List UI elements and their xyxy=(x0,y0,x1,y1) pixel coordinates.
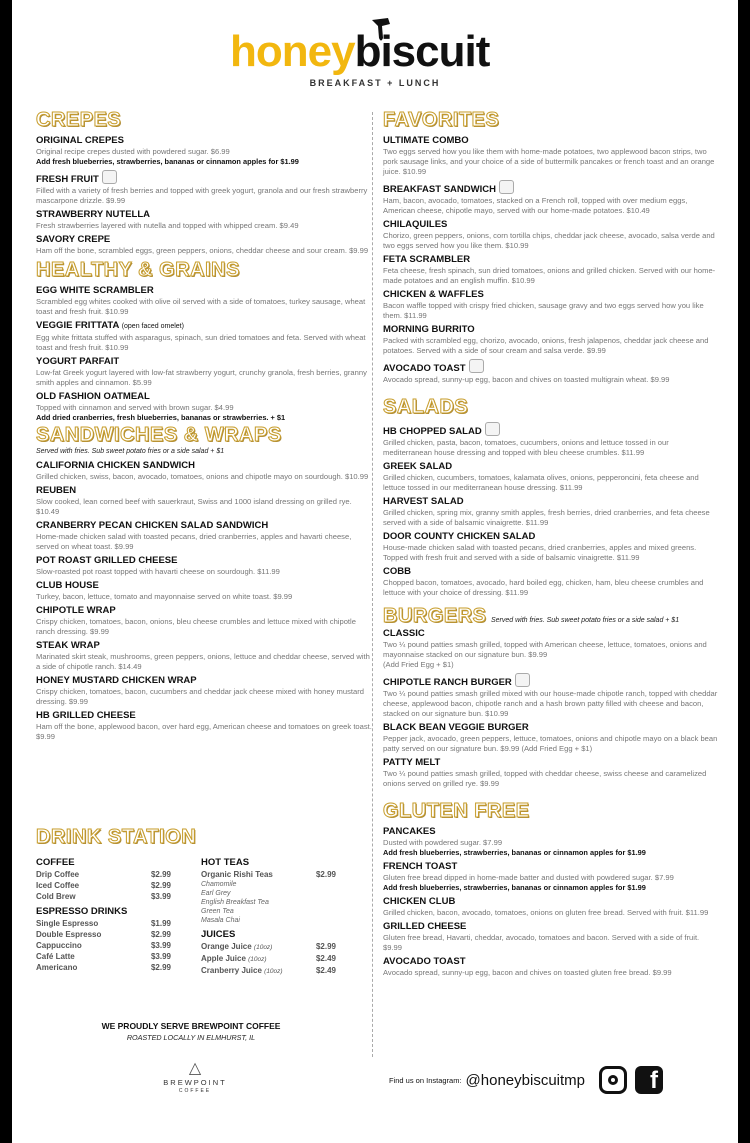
menu-item xyxy=(36,170,372,206)
menu-item xyxy=(383,896,719,918)
item-name: MORNING BURRITO xyxy=(383,324,475,335)
tea-flavor: Green Tea xyxy=(201,908,234,915)
drink-name: Iced Coffee xyxy=(36,881,80,890)
item-name xyxy=(383,359,719,375)
menu-item xyxy=(383,461,719,493)
menu-item xyxy=(383,673,719,719)
brewpoint-name: BREWPOINT xyxy=(163,1078,227,1087)
menu-item xyxy=(36,485,372,517)
drink-row xyxy=(36,880,201,891)
drink-price: $3.99 xyxy=(150,892,171,901)
drink-row xyxy=(36,891,201,902)
item-desc: Chorizo, green peppers, onions, corn tortilla chips, cheddar jack cheese, avocado, salsa verde and two eggs served how you like them. $10.99 xyxy=(383,231,715,250)
menu-item xyxy=(36,605,372,637)
crepes-list xyxy=(36,135,372,256)
item-note: (open faced omelet) xyxy=(121,323,184,330)
brewpoint-sub: COFFEE xyxy=(178,1088,212,1094)
drink-name: Single Espresso xyxy=(36,919,99,928)
item-name: COBB xyxy=(383,566,411,577)
drink-price: $3.99 xyxy=(150,941,171,950)
item-desc: Ham, bacon, avocado, tomatoes, stacked on a French roll, topped with over medium eggs, American cheese, chipotle mayo, served with our home-made potatoes. $10.49 xyxy=(383,196,688,215)
item-desc: Crispy chicken, tomatoes, bacon, onions, bleu cheese crumbles and lettuce mixed with chipotle ranch dressing. $9.99 xyxy=(36,617,356,636)
item-desc: Packed with scrambled egg, chorizo, avocado, onions, fresh jalapenos, cheddar jack cheese and potatoes. Served with a side of sour cream and salsa verde. $9.99 xyxy=(383,336,709,355)
item-name: CHICKEN CLUB xyxy=(383,896,456,907)
right-column xyxy=(383,108,719,978)
coffee-heading: COFFEE xyxy=(36,857,75,868)
item-name xyxy=(383,673,719,689)
menu-item xyxy=(36,580,372,602)
find-us-label: Find us on Instagram: xyxy=(389,1075,462,1085)
juice-size: (10oz) xyxy=(264,968,283,975)
item-name xyxy=(36,170,372,186)
drink-columns xyxy=(36,855,366,977)
drink-name: Americano xyxy=(36,963,78,972)
item-desc: Home-made chicken salad with toasted pecans, dried cranberries, apples and havarti cheese, served on wheat toast. $9.99 xyxy=(36,532,352,551)
item-add: Add fresh blueberries, strawberries, bananas or cinnamon apples for $1.99 xyxy=(383,848,646,857)
drink-price: $2.49 xyxy=(315,966,336,975)
item-name: DOOR COUNTY CHICKEN SALAD xyxy=(383,531,536,542)
drink-row xyxy=(201,965,366,977)
logo-wordmark xyxy=(230,27,490,76)
menu-item xyxy=(383,219,719,251)
menu-item xyxy=(36,135,372,167)
item-name-text: BREAKFAST SANDWICH xyxy=(383,184,496,195)
burgers-list xyxy=(383,628,719,789)
item-desc: Two eggs served how you like them with home-made potatoes, two applewood bacon strips, two pork sausage links, and your choice of a side of buttermilk pancakes or french toast and an orange juice. $10.99 xyxy=(383,147,715,176)
menu-item xyxy=(36,460,372,482)
item-desc: Crispy chicken, tomatoes, bacon, cucumbers and cheddar jack cheese mixed with honey mustard dressing. $9.99 xyxy=(36,687,364,706)
item-desc: House-made chicken salad with toasted pecans, dried cranberries, apples and mixed greens. Topped with fresh fruit and served with a side of balsamic vinaigrette. $11.99 xyxy=(383,543,697,562)
drink-name xyxy=(201,941,306,953)
menu-item xyxy=(383,722,719,754)
menu-item xyxy=(383,757,719,789)
item-name: PATTY MELT xyxy=(383,757,441,768)
menu-item xyxy=(383,956,719,978)
tea-flavor: Earl Grey xyxy=(201,890,231,897)
item-name-text: CHIPOTLE RANCH BURGER xyxy=(383,677,512,688)
drink-price: $2.99 xyxy=(150,881,171,890)
favorites-list xyxy=(383,135,719,385)
item-desc: Slow cooked, lean corned beef with sauerkraut, Swiss and 1000 island dressing on grilled rye. $10.49 xyxy=(36,497,352,516)
menu-page xyxy=(12,0,738,1143)
item-add: Add fresh blueberries, strawberries, bananas or cinnamon apples for $1.99 xyxy=(36,157,299,166)
juices-heading: JUICES xyxy=(201,929,236,940)
item-desc: Egg white frittata stuffed with asparagus, spinach, sun dried tomatoes and feta. Served with wheat toast and fresh fruit. $10.99 xyxy=(36,333,366,352)
menu-item xyxy=(383,826,719,858)
item-desc-extra: (Add Fried Egg + $1) xyxy=(383,660,454,669)
juice-name: Orange Juice xyxy=(201,942,252,951)
menu-item xyxy=(383,531,719,563)
item-desc: Gluten free bread dipped in home-made batter and dusted with powdered sugar. $7.99 xyxy=(383,873,674,882)
menu-item xyxy=(383,422,719,458)
item-desc: Chopped bacon, tomatoes, avocado, hard boiled egg, chicken, ham, bleu cheese crumbles and lettuce with your choice of dressing. $11.99 xyxy=(383,578,704,597)
tea-flavor: Masala Chai xyxy=(201,917,240,924)
item-desc: Avocado spread, sunny-up egg, bacon and chives on toasted gluten free bread. $9.99 xyxy=(383,968,672,977)
burgers-header xyxy=(383,604,719,628)
item-name: CHILAQUILES xyxy=(383,219,448,230)
logo xyxy=(230,16,530,94)
juice-name: Apple Juice xyxy=(201,954,246,963)
item-desc: Original recipe crepes dusted with powdered sugar. $6.99 xyxy=(36,147,230,156)
drink-row xyxy=(36,940,201,951)
menu-item xyxy=(36,640,372,672)
salads-list xyxy=(383,422,719,598)
drink-station-title: DRINK STATION xyxy=(36,826,197,848)
sandwiches-list xyxy=(36,460,372,742)
left-column xyxy=(36,108,372,742)
healthy-list xyxy=(36,285,372,423)
item-name: CALIFORNIA CHICKEN SANDWICH xyxy=(36,460,196,471)
serve-line: WE PROUDLY SERVE BREWPOINT COFFEE xyxy=(101,1021,281,1031)
burgers-note: Served with fries. Sub sweet potato fries or a side salad + $1 xyxy=(490,617,680,624)
menu-item xyxy=(383,921,719,953)
menu-item xyxy=(36,520,372,552)
drink-name: Double Espresso xyxy=(36,930,102,939)
menu-item xyxy=(36,710,372,742)
brewpoint-logo xyxy=(140,1060,250,1094)
facebook-icon[interactable]: f xyxy=(635,1066,663,1094)
item-desc: Two ¼ pound patties smash grilled mixed with our house-made chipotle ranch, topped with cheddar cheese, applewood bacon, chipotle ranch and a hash brown patty filled with cheese and bacon, stacked on our signature bun. $10.99 xyxy=(383,689,718,718)
menu-item xyxy=(36,356,372,388)
item-desc: Low-fat Greek yogurt layered with low-fat strawberry yogurt, crunchy granola, fresh berries, granny smith apples and cinnamon. $5.99 xyxy=(36,368,367,387)
menu-item xyxy=(383,861,719,893)
item-name: FETA SCRAMBLER xyxy=(383,254,471,265)
item-name: CRANBERRY PECAN CHICKEN SALAD SANDWICH xyxy=(36,520,269,531)
item-name: REUBEN xyxy=(36,485,77,496)
menu-item xyxy=(383,359,719,385)
drink-row xyxy=(36,951,201,962)
gluten-free-title: GLUTEN FREE xyxy=(383,800,530,822)
item-desc: Two ¼ pound patties smash grilled, topped with cheddar cheese, swiss cheese and caramelized onions served on grilled rye. $9.99 xyxy=(383,769,707,788)
menu-item xyxy=(383,135,719,177)
drink-price: $2.49 xyxy=(315,954,336,963)
item-name: POT ROAST GRILLED CHEESE xyxy=(36,555,178,566)
gluten-free-icon xyxy=(485,422,500,436)
drink-price: $2.99 xyxy=(315,870,336,879)
item-desc: Topped with cinnamon and served with brown sugar. $4.99 xyxy=(36,403,234,412)
drink-price: $3.99 xyxy=(150,952,171,961)
juice-size: (10oz) xyxy=(253,944,273,951)
instagram-icon[interactable] xyxy=(599,1066,627,1094)
item-desc: Grilled chicken, swiss, bacon, avocado, tomatoes, onions and chipotle mayo on sourdough. $10.99 xyxy=(36,472,369,481)
item-desc: Avocado spread, sunny-up egg, bacon and chives on toasted multigrain wheat. $9.99 xyxy=(383,375,670,384)
drink-name: Café Latte xyxy=(36,952,75,961)
menu-item xyxy=(36,209,372,231)
drink-price: $1.99 xyxy=(150,919,171,928)
item-name: STEAK WRAP xyxy=(36,640,100,651)
menu-item xyxy=(383,566,719,598)
sandwiches-title: SANDWICHES & WRAPS xyxy=(36,424,282,446)
healthy-title: HEALTHY & GRAINS xyxy=(36,259,240,281)
menu-item xyxy=(36,320,372,353)
drink-price: $2.99 xyxy=(315,942,336,951)
tea-flavor: English Breakfast Tea xyxy=(201,899,269,906)
item-desc: Feta cheese, fresh spinach, sun dried tomatoes, onions and grilled chicken. Served with our home-made potatoes and an english muffin. $10.99 xyxy=(383,266,716,285)
item-name: ULTIMATE COMBO xyxy=(383,135,469,146)
item-desc: Fresh strawberries layered with nutella and topped with whipped cream. $9.49 xyxy=(36,221,299,230)
espresso-heading: ESPRESSO DRINKS xyxy=(36,906,128,917)
drink-name: Cold Brew xyxy=(36,892,76,901)
item-name: BLACK BEAN VEGGIE BURGER xyxy=(383,722,529,733)
roasted-line: ROASTED LOCALLY IN ELMHURST, IL xyxy=(126,1033,256,1042)
item-name: ORIGINAL CREPES xyxy=(36,135,124,146)
salads-title: SALADS xyxy=(383,396,469,418)
juice-name: Cranberry Juice xyxy=(201,966,262,975)
drink-name xyxy=(201,953,306,965)
item-name: HB GRILLED CHEESE xyxy=(36,710,136,721)
item-name-text: VEGGIE FRITTATA xyxy=(36,320,120,331)
item-name: GREEK SALAD xyxy=(383,461,453,472)
item-name: GRILLED CHEESE xyxy=(383,921,467,932)
item-desc: Dusted with powdered sugar. $7.99 xyxy=(383,838,503,847)
item-desc: Scrambled egg whites cooked with olive oil served with a side of tomatoes, turkey sausage, wheat toast and fresh fruit. $10.99 xyxy=(36,297,366,316)
item-desc: Pepper jack, avocado, green peppers, lettuce, tomatoes, onions and chipotle mayo on a black bean patty served on our signature bun. $9.99 (Add Fried Egg + $1) xyxy=(383,734,718,753)
drink-name: Drip Coffee xyxy=(36,870,80,879)
item-name xyxy=(383,180,719,196)
item-name-text: HB CHOPPED SALAD xyxy=(383,426,482,437)
item-name: YOGURT PARFAIT xyxy=(36,356,120,367)
logo-tagline: BREAKFAST + LUNCH xyxy=(309,78,441,88)
drink-station xyxy=(36,825,366,977)
item-name: CLUB HOUSE xyxy=(36,580,99,591)
drink-price: $2.99 xyxy=(150,963,171,972)
drink-col-right xyxy=(201,855,366,977)
gluten-free-icon xyxy=(102,170,117,184)
menu-item xyxy=(383,289,719,321)
item-name: SAVORY CREPE xyxy=(36,234,111,245)
drink-row xyxy=(36,918,201,929)
drink-row xyxy=(201,953,366,965)
item-name xyxy=(36,320,372,333)
triangle-icon: △ xyxy=(188,1060,202,1077)
drink-price: $2.99 xyxy=(150,870,171,879)
gluten-free-icon xyxy=(515,673,530,687)
item-name: HARVEST SALAD xyxy=(383,496,464,507)
gluten-free-list xyxy=(383,826,719,978)
drink-row xyxy=(201,941,366,953)
item-name: CHICKEN & WAFFLES xyxy=(383,289,484,300)
item-desc: Two ¼ pound patties smash grilled, topped with American cheese, lettuce, tomatoes, onions and mayonnaise stacked on our signature bun. $9.99 xyxy=(383,640,707,659)
item-name: CHIPOTLE WRAP xyxy=(36,605,116,616)
gluten-free-icon xyxy=(499,180,514,194)
item-name-text: AVOCADO TOAST xyxy=(383,363,466,374)
drink-row xyxy=(201,869,366,880)
drink-row xyxy=(36,929,201,940)
item-desc: Grilled chicken, bacon, avocado, tomatoes, onions on gluten free bread. Served with fruit. $11.99 xyxy=(383,908,709,917)
column-divider xyxy=(372,112,373,1057)
gluten-free-icon xyxy=(469,359,484,373)
menu-item xyxy=(36,285,372,317)
logo-honey: honey xyxy=(230,27,355,76)
item-desc: Slow-roasted pot roast topped with havarti cheese on sourdough. $11.99 xyxy=(36,567,280,576)
item-name-text: FRESH FRUIT xyxy=(36,174,99,185)
favorites-title: FAVORITES xyxy=(383,109,500,131)
item-desc: Filled with a variety of fresh berries and topped with greek yogurt, granola and our fresh strawberry mascarpone drizzle. $9.99 xyxy=(36,186,368,205)
juice-size: (10oz) xyxy=(248,956,267,963)
item-add: Add dried cranberries, fresh blueberries, bananas or strawberries. + $1 xyxy=(36,413,286,422)
item-desc: Grilled chicken, cucumbers, tomatoes, kalamata olives, onions, pepperoncini, feta cheese and lettuce tossed in our mediterranean house dressing. $11.99 xyxy=(383,473,699,492)
menu-item xyxy=(383,496,719,528)
menu-item xyxy=(383,324,719,356)
item-name: OLD FASHION OATMEAL xyxy=(36,391,150,402)
crepes-title: CREPES xyxy=(36,109,122,131)
item-add: Add fresh blueberries, strawberries, bananas or cinnamon apples for $1.99 xyxy=(383,883,646,892)
item-name: PANCAKES xyxy=(383,826,436,837)
drink-name xyxy=(201,965,306,977)
item-desc: Gluten free bread, Havarti, cheddar, avocado, tomatoes and bacon. Served with a side of fruit. $9.99 xyxy=(383,933,700,952)
item-name: STRAWBERRY NUTELLA xyxy=(36,209,150,220)
logo-biscuit: biscuit xyxy=(354,27,490,76)
menu-item xyxy=(36,675,372,707)
item-name: EGG WHITE SCRAMBLER xyxy=(36,285,154,296)
item-name xyxy=(383,422,719,438)
sandwiches-note: Served with fries. Sub sweet potato fries or a side salad + $1 xyxy=(36,448,225,455)
tea-flavor: Chamomile xyxy=(201,881,237,888)
coffee-footer xyxy=(68,1020,314,1044)
menu-item xyxy=(36,391,372,423)
drink-col-left xyxy=(36,855,201,977)
menu-item xyxy=(36,555,372,577)
item-name: HONEY MUSTARD CHICKEN WRAP xyxy=(36,675,197,686)
item-desc: Marinated skirt steak, mushrooms, green peppers, onions, lettuce and cheddar cheese, served with a side of chipotle ranch. $14.49 xyxy=(36,652,370,671)
item-desc: Grilled chicken, spring mix, granny smith apples, fresh berries, dried cranberries, and feta cheese served with a side of balsamic vinaigrette. $11.99 xyxy=(383,508,710,527)
drink-row xyxy=(36,962,201,973)
social-footer xyxy=(389,1062,729,1098)
item-desc: Ham off the bone, scrambled eggs, green peppers, onions, cheddar cheese and sour cream. $9.99 xyxy=(36,246,369,255)
item-name: FRENCH TOAST xyxy=(383,861,458,872)
menu-item xyxy=(36,234,372,256)
item-desc: Grilled chicken, pasta, bacon, tomatoes, cucumbers, onions and lettuce tossed in our mediterranean house dressing and topped with bleu cheese crumbles. $11.99 xyxy=(383,438,669,457)
item-desc: Ham off the bone, applewood bacon, over hard egg, American cheese and tomatoes on greek toast. $9.99 xyxy=(36,722,372,741)
drink-name: Organic Rishi Teas xyxy=(201,870,273,879)
menu-item xyxy=(383,180,719,216)
drink-row xyxy=(36,869,201,880)
instagram-handle[interactable]: @honeybiscuitmp xyxy=(465,1071,585,1089)
item-name: AVOCADO TOAST xyxy=(383,956,466,967)
item-desc: Turkey, bacon, lettuce, tomato and mayonnaise served on white toast. $9.99 xyxy=(36,592,293,601)
item-name: CLASSIC xyxy=(383,628,425,639)
item-desc: Bacon waffle topped with crispy fried chicken, sausage gravy and two eggs served how you like them. $11.99 xyxy=(383,301,704,320)
drink-name: Cappuccino xyxy=(36,941,82,950)
menu-item xyxy=(383,628,719,670)
burgers-title: BURGERS xyxy=(383,605,487,627)
menu-item xyxy=(383,254,719,286)
drink-price: $2.99 xyxy=(150,930,171,939)
hot-teas-heading: HOT TEAS xyxy=(201,857,250,868)
